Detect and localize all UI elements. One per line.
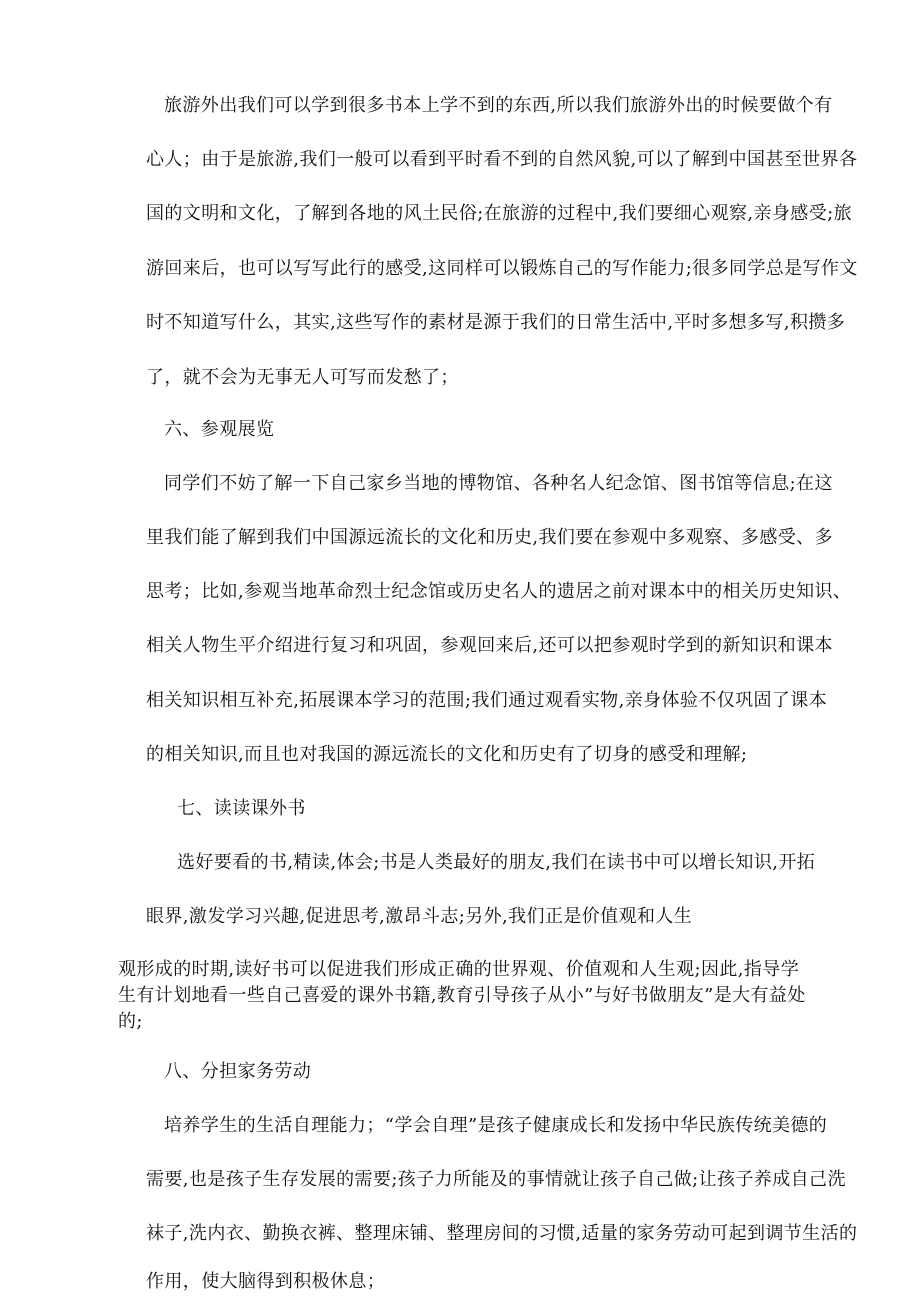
para-travel-line-2: 心人；由于是旅游,我们一般可以看到平时看不到的自然风貌,可以了解到中国甚至世界各 (146, 149, 858, 170)
para-travel-line-3: 国的文明和文化，了解到各地的风土民俗;在旅游的过程中,我们要细心观察,亲身感受;旅 (146, 203, 852, 224)
section-heading-seven: 七、读读课外书 (177, 798, 306, 819)
section-heading-six: 六、参观展览 (164, 419, 275, 440)
para-exhibition-line-6: 的相关知识,而且也对我国的源远流长的文化和历史有了切身的感受和理解; (146, 744, 748, 765)
para-chores-line-3: 袜子,洗内衣、勤换衣裤、整理床铺、整理房间的习惯,适量的家务劳动可起到调节生活的 (146, 1223, 858, 1244)
para-exhibition-line-3: 思考；比如,参观当地革命烈士纪念馆或历史名人的遗居之前对课本中的相关历史知识、 (146, 581, 852, 602)
para-reading-line-1: 选好要看的书,精读,体会;书是人类最好的朋友,我们在读书中可以增长知识,开拓 (177, 852, 816, 873)
para-exhibition-line-2: 里我们能了解到我们中国源远流长的文化和历史,我们要在参观中多观察、多感受、多 (146, 527, 833, 548)
para-chores-line-2: 需要,也是孩子生存发展的需要;孩子力所能及的事情就让孩子自己做;让孩子养成自己洗 (146, 1169, 846, 1190)
para-chores-line-1: 培养学生的生活自理能力；“学会自理”是孩子健康成长和发扬中华民族传统美德的 (164, 1115, 828, 1136)
para-chores-line-4: 作用，使大脑得到积极休息； (146, 1271, 386, 1292)
para-reading-line-2: 眼界,激发学习兴趣,促进思考,激昂斗志;另外,我们正是价值观和人生 (146, 906, 693, 927)
para-exhibition-line-5: 相关知识相互补充,拓展课本学习的范围;我们通过观看实物,亲身体验不仅巩固了课本 (146, 690, 828, 711)
para-reading-line-4: 生有计划地看一些自己喜爱的课外书籍,教育引导孩子从小”与好书做朋友”是大有益处 (118, 985, 806, 1006)
para-reading-line-3: 观形成的时期,读好书可以促进我们形成正确的世界观、价值观和人生观;因此,指导学 (118, 959, 800, 980)
para-exhibition-line-1: 同学们不妨了解一下自己家乡当地的博物馆、各种名人纪念馆、图书馆等信息;在这 (164, 473, 833, 494)
para-travel-line-4: 游回来后，也可以写写此行的感受,这同样可以锻炼自己的写作能力;很多同学总是写作文 (146, 258, 858, 279)
para-travel-line-6: 了，就不会为无事无人可写而发愁了； (146, 367, 459, 388)
para-travel-line-1: 旅游外出我们可以学到很多书本上学不到的东西,所以我们旅游外出的时候要做个有 (164, 95, 833, 116)
para-reading-line-5: 的; (118, 1011, 143, 1032)
section-heading-eight: 八、分担家务劳动 (164, 1061, 312, 1082)
para-exhibition-line-4: 相关人物生平介绍进行复习和巩固，参观回来后,还可以把参观时学到的新知识和课本 (146, 635, 833, 656)
para-travel-line-5: 时不知道写什么，其实,这些写作的素材是源于我们的日常生活中,平时多想多写,积攒多 (146, 312, 846, 333)
